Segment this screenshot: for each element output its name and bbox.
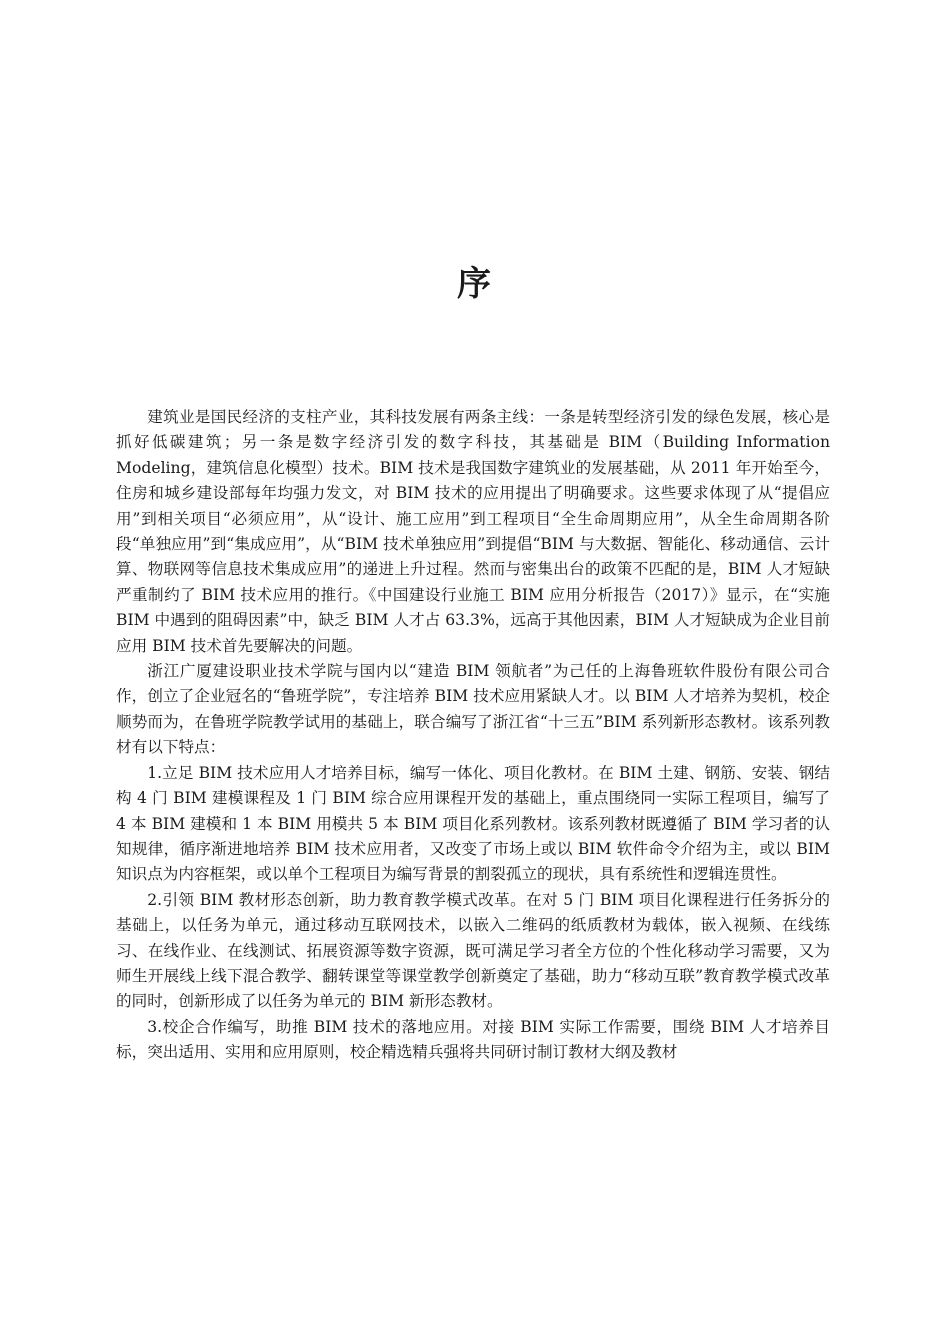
paragraph-cooperation: 浙江广厦建设职业技术学院与国内以“建造 BIM 领航者”为己任的上海鲁班软件股份有限公司合作，创立了企业冠名的“鲁班学院”，专注培养 BIM 技术应用紧缺人才。以 BIM 人才培养为契机，校企顺势而为，在鲁班学院教学试用的基础上，联合编写了浙江省“十三五”BIM 系列新形态教材。该系列教材有以下特点： (116, 662, 830, 757)
paragraph-intro: 建筑业是国民经济的支柱产业，其科技发展有两条主线：一条是转型经济引发的绿色发展，核心是抓好低碳建筑；另一条是数字经济引发的数字科技，其基础是 BIM（Building Information Modeling，建筑信息化模型）技术。BIM 技术是我国数字建筑业的发展基础，从 2011 年开始至今，住房和城乡建设部每年均强力发文，对 BIM 技术的应用提出了明确要求。这些要求体现了从“提倡应用”到相关项目“必须应用”，从“设计、施工应用”到工程项目“全生命周期应用”，从全生命周期各阶段“单独应用”到“集成应用”，从“BIM 技术单独应用”到提倡“BIM 与大数据、智能化、移动通信、云计算、物联网等信息技术集成应用”的递进上升过程。然而与密集出台的政策不匹配的是，BIM 人才短缺严重制约了 BIM 技术应用的推行。《中国建设行业施工 BIM 应用分析报告（2017）》显示，在“实施 BIM 中遇到的阻碍因素”中，缺乏 BIM 人才占 63.3%，远高于其他因素，BIM 人才短缺成为企业目前应用 BIM 技术首先要解决的问题。 (116, 408, 830, 655)
paragraph-feature-3: 3.校企合作编写，助推 BIM 技术的落地应用。对接 BIM 实际工作需要，围绕 BIM 人才培养目标，突出适用、实用和应用原则，校企精选精兵强将共同研讨制订教材大纲及教材 (116, 1017, 830, 1062)
paragraph-feature-1: 1.立足 BIM 技术应用人才培养目标，编写一体化、项目化教材。在 BIM 土建、钢筋、安装、钢结构 4 门 BIM 建模课程及 1 门 BIM 综合应用课程开发的基础上，重点围绕同一实际工程项目，编写了 4 本 BIM 建模和 1 本 BIM 用模共 5 本 BIM 项目化系列教材。该系列教材既遵循了 BIM 学习者的认知规律，循序渐进地培养 BIM 技术应用者，又改变了市场上或以 BIM 软件命令介绍为主，或以 BIM 知识点为内容框架，或以单个工程项目为编写背景的割裂孤立的现状，具有系统性和逻辑连贯性。 (116, 763, 830, 884)
paragraph-feature-2: 2.引领 BIM 教材形态创新，助力教育教学模式改革。在对 5 门 BIM 项目化课程进行任务拆分的基础上，以任务为单元，通过移动互联网技术，以嵌入二维码的纸质教材为载体，嵌入视频、在线练习、在线作业、在线测试、拓展资源等数字资源，既可满足学习者全方位的个性化移动学习需要，又为师生开展线上线下混合教学、翻转课堂等课堂教学创新奠定了基础，助力“移动互联”教育教学模式改革的同时，创新形成了以任务为单元的 BIM 新形态教材。 (116, 890, 830, 1011)
body-text (116, 405, 830, 1066)
page-title: 序 (457, 264, 493, 304)
